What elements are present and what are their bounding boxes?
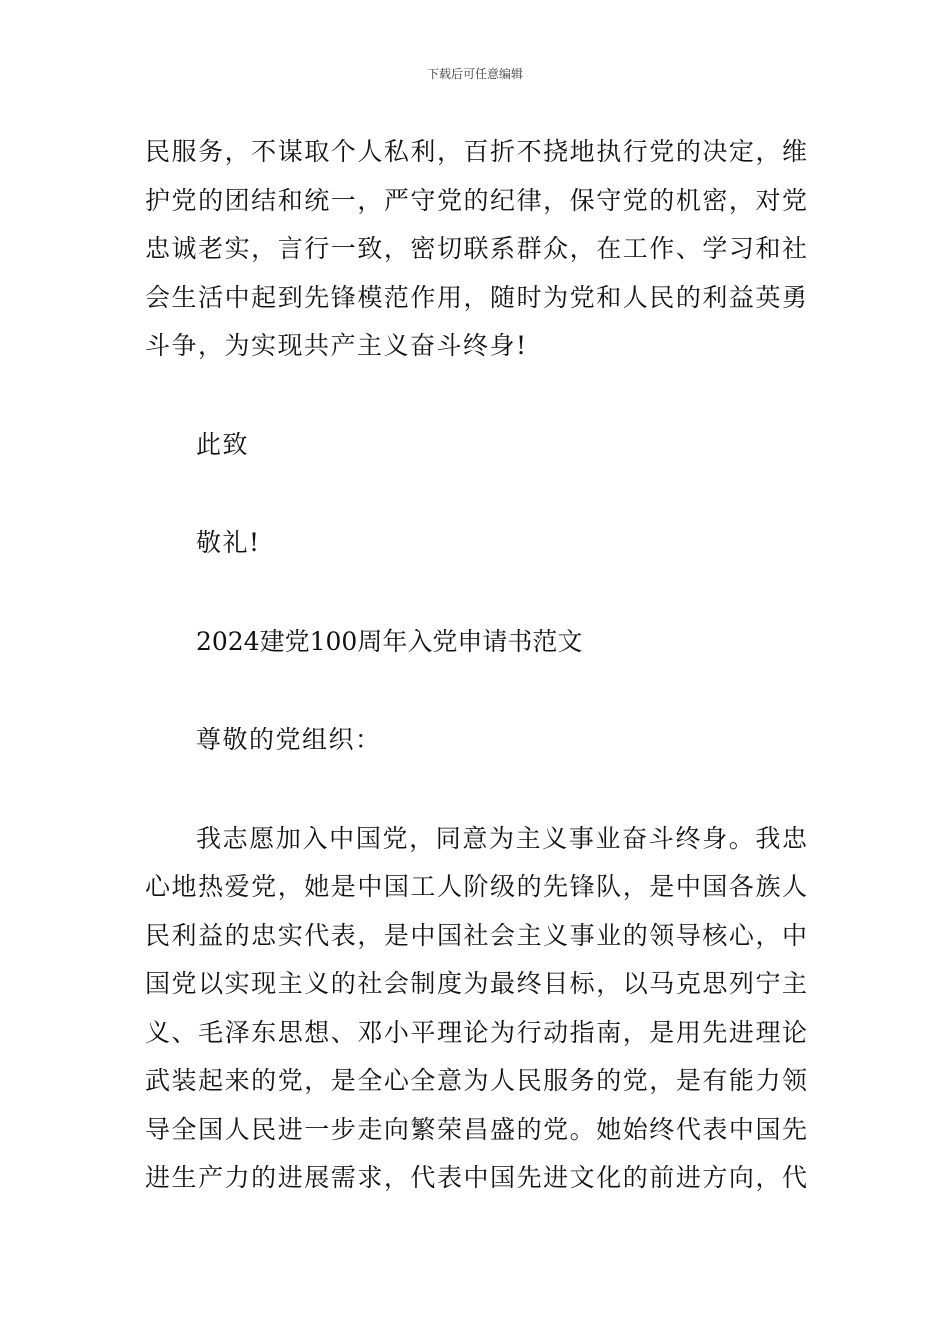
- text-line: 忠诚老实，言行一致，密切联系群众，在工作、学习和社: [145, 234, 807, 263]
- salutation: 尊敬的党组织：: [196, 725, 382, 754]
- text-line: 护党的团结和统一，严守党的纪律，保守党的机密，对党: [145, 185, 807, 215]
- text-line: 我志愿加入中国党，同意为主义事业奋斗终身。我忠: [196, 823, 807, 853]
- spacer: [145, 765, 807, 815]
- text-line: 进生产力的进展需求，代表中国先进文化的前进方向，代: [145, 1163, 807, 1192]
- closing-salutation: 此致: [196, 429, 250, 459]
- spacer: [145, 469, 807, 519]
- document-body: [145, 128, 807, 1203]
- spacer: [145, 568, 807, 618]
- text-line: 民服务，不谋取个人私利，百折不挠地执行党的决定，维: [145, 137, 807, 166]
- text-line: 会生活中起到先锋模范作用，随时为党和人民的利益英勇: [145, 282, 807, 312]
- paragraph-continuation: [145, 128, 807, 371]
- text-line: 导全国人民进一步走向繁荣昌盛的党。她始终代表中国先: [145, 1114, 807, 1144]
- spacer: [145, 371, 807, 421]
- text-line: 义、毛泽东思想、邓小平理论为行动指南，是用先进理论: [145, 1017, 807, 1047]
- text-line: 国党以实现主义的社会制度为最终目标，以马克思列宁主: [145, 969, 807, 998]
- document-title: 2024建党100周年入党申请书范文: [196, 626, 583, 656]
- page-header-note: 下载后可任意编辑: [426, 67, 523, 81]
- text-line: 心地热爱党，她是中国工人阶级的先锋队，是中国各族人: [145, 872, 807, 901]
- text-line: 武装起来的党，是全心全意为人民服务的党，是有能力领: [145, 1066, 807, 1095]
- text-line: 民利益的忠实代表，是中国社会主义事业的领导核心，中: [145, 920, 807, 950]
- spacer: [145, 666, 807, 716]
- text-line: 斗争，为实现共产主义奋斗终身!: [145, 331, 528, 360]
- closing-regards: 敬礼!: [196, 528, 261, 557]
- paragraph-body: [145, 815, 807, 1203]
